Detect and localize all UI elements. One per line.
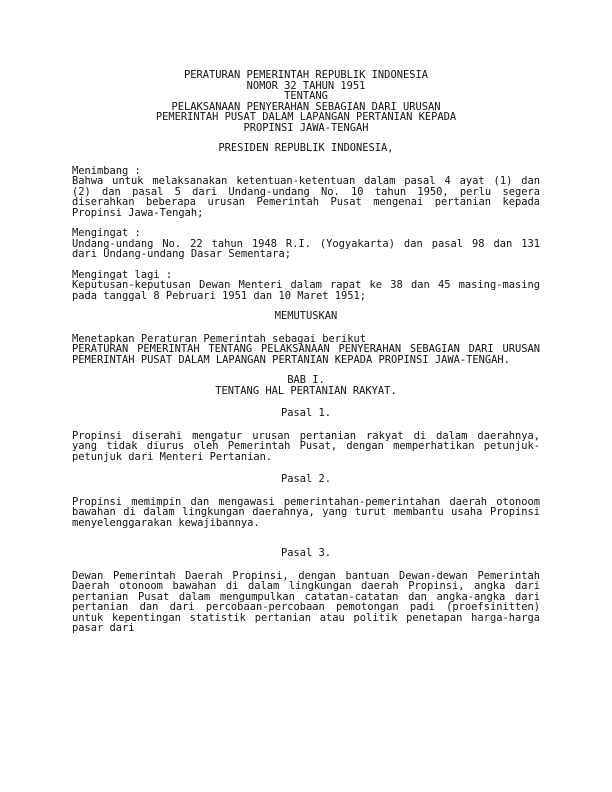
mengingat-label: Mengingat :: [72, 227, 141, 239]
regulation-number: NOMOR 32 TAHUN 1951: [246, 79, 366, 92]
menimbang-label: Menimbang :: [72, 164, 141, 177]
memutuskan-heading: MEMUTUSKAN: [274, 310, 338, 322]
document-header: [72, 70, 540, 133]
pasal-1-heading: Pasal 1.: [280, 407, 332, 419]
document-page: [72, 70, 540, 634]
pasal-2-text: Propinsi memimpin dan mengawasi pemerintahan-pemerintahan daerah otonoom bawahan di dalam lingkungan daerahnya, yang turut membantu usaha Propinsi menyelenggarakan kewajibannya.: [72, 495, 540, 529]
menetapkan-label: Menetapkan Peraturan Pemerintah sebagai berikut: [72, 332, 367, 345]
mengingat-lagi-label: Mengingat lagi :: [72, 268, 173, 281]
regulation-tentang: TENTANG: [284, 90, 328, 102]
regulation-subject-line-2: PEMERINTAH PUSAT DALAM LAPANGAN PERTANIAN KEPADA: [155, 111, 457, 123]
regulation-subject-line-3: PROPINSI JAWA-TENGAH: [243, 121, 369, 134]
regulation-title: PERATURAN PEMERINTAH REPUBLIK INDONESIA: [184, 69, 428, 81]
bab-title: TENTANG HAL PERTANIAN RAKYAT.: [215, 384, 397, 397]
mengingat-lagi-text: Keputusan-keputusan Dewan Menteri dalam rapat ke 38 dan 45 masing-masing pada tanggal 8 Pebruari 1951 dan 10 Maret 1951;: [72, 279, 540, 302]
regulation-subject-line-1: PELAKSANAAN PENYERAHAN SEBAGIAN DARI URUSAN: [171, 100, 441, 113]
pasal-3-heading: Pasal 3.: [280, 547, 332, 559]
pasal-1-text: Propinsi diserahi mengatur urusan pertanian rakyat di dalam daerahnya, yang tidak diurus oleh Pemerintah Pusat, dengan memperhatikan petunjuk-petunjuk dari Menteri Pertanian.: [72, 429, 540, 463]
menimbang-text: Bahwa untuk melaksanakan ketentuan-ketentuan dalam pasal 4 ayat (1) dan (2) dan pasal 5 dari Undang-undang No. 10 tahun 1950, perlu segera diserahkan beberapa urusan Pemerintah Pusat mengenai pertanian kepada Propinsi Jawa-Tengah;: [72, 175, 540, 219]
bab-number: BAB I.: [287, 374, 325, 386]
pasal-2-heading: Pasal 2.: [280, 473, 332, 485]
mengingat-text: Undang-undang No. 22 tahun 1948 R.I. (Yogyakarta) dan pasal 98 dan 131 dari Undang-undang Dasar Sementara;: [72, 237, 540, 260]
president-heading: PRESIDEN REPUBLIK INDONESIA,: [218, 142, 394, 154]
pasal-3-text: Dewan Pemerintah Daerah Propinsi, dengan bantuan Dewan-dewan Pemerintah Daerah otonoom bawahan di dalam lingkungan daerah Propinsi, angka dari pertanian Pusat dalam mengumpulkan catatan-catatan dan angka-angka dari pertanian dan dari percobaan-percobaan pemotongan padi (proefsinitten) untuk kepentingan statistik pertanian atau politik penetapan harga-harga pasar dari: [72, 569, 540, 634]
menetapkan-text: PERATURAN PEMERINTAH TENTANG PELAKSANAAN PENYERAHAN SEBAGIAN DARI URUSAN PEMERINTAH PUSAT DALAM LAPANGAN PERTANIAN KEPADA PROPINSI JAWA-TENGAH.: [72, 343, 540, 366]
